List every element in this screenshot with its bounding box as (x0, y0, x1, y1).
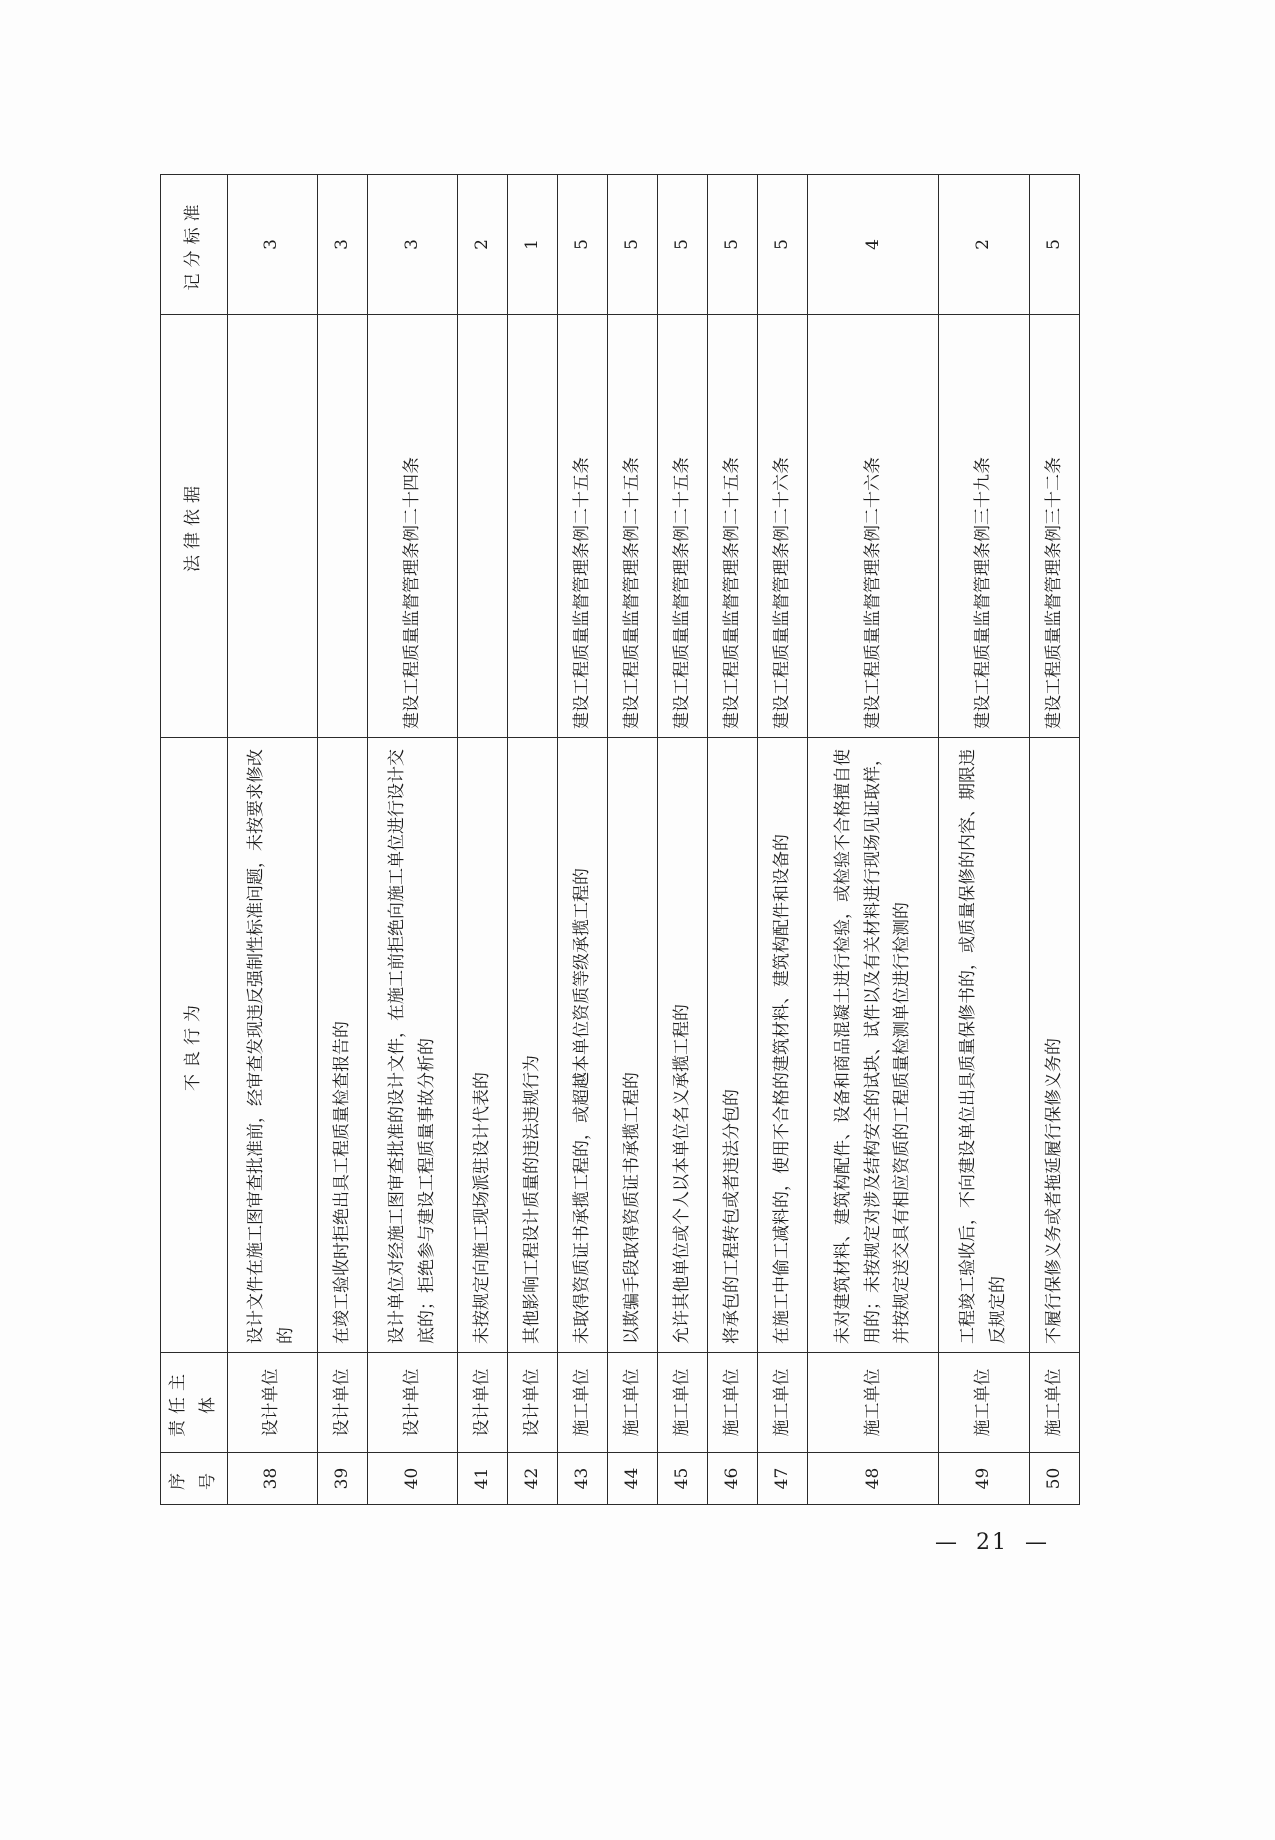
row-behavior: 在施工中偷工减料的，使用不合格的建筑材料、建筑构配件和设备的 (758, 738, 808, 1353)
row-number: 42 (508, 1453, 558, 1505)
row-law: 建设工程质量监督管理条例三十九条 (939, 315, 1029, 738)
violation-score-table (160, 174, 1080, 1505)
row-score: 2 (458, 175, 508, 315)
row-subject: 施工单位 (1029, 1353, 1079, 1453)
row-score: 4 (808, 175, 939, 315)
table-row (939, 175, 1029, 1505)
row-subject: 施工单位 (558, 1353, 608, 1453)
row-score: 5 (558, 175, 608, 315)
row-subject: 设计单位 (227, 1353, 317, 1453)
row-subject: 设计单位 (367, 1353, 457, 1453)
row-law: 建设工程质量监督管理条例二十六条 (808, 315, 939, 738)
table-row (758, 175, 808, 1505)
table-row (708, 175, 758, 1505)
row-number: 45 (658, 1453, 708, 1505)
row-law: 建设工程质量监督管理条例二十六条 (758, 315, 808, 738)
row-behavior: 设计文件在施工图审查批准前，经审查发现违反强制性标准问题，未按要求修改的 (227, 738, 317, 1353)
row-behavior: 不履行保修义务或者拖延履行保修义务的 (1029, 738, 1079, 1353)
page-dash-left: — (935, 1530, 959, 1555)
table-header-row (161, 175, 228, 1505)
row-score: 5 (758, 175, 808, 315)
table-row (808, 175, 939, 1505)
row-subject: 设计单位 (508, 1353, 558, 1453)
header-law: 法律依据 (161, 315, 228, 738)
row-behavior: 未取得资质证书承揽工程的，或超越本单位资质等级承揽工程的 (558, 738, 608, 1353)
row-number: 46 (708, 1453, 758, 1505)
row-score: 5 (708, 175, 758, 315)
row-subject: 施工单位 (808, 1353, 939, 1453)
table-row (227, 175, 317, 1505)
row-number: 39 (317, 1453, 367, 1505)
row-score: 2 (939, 175, 1029, 315)
row-law (227, 315, 317, 738)
row-subject: 施工单位 (939, 1353, 1029, 1453)
row-number: 50 (1029, 1453, 1079, 1505)
row-score: 3 (227, 175, 317, 315)
row-number: 44 (608, 1453, 658, 1505)
header-no: 序号 (161, 1453, 228, 1505)
rotated-table-wrapper (160, 175, 1080, 1505)
table-body (227, 175, 1080, 1505)
row-subject: 施工单位 (608, 1353, 658, 1453)
table-row (367, 175, 457, 1505)
row-subject: 施工单位 (658, 1353, 708, 1453)
table-row (458, 175, 508, 1505)
page-dash-right: — (1025, 1530, 1049, 1555)
row-score: 5 (608, 175, 658, 315)
header-behavior: 不良行为 (161, 738, 228, 1353)
header-score: 记分标准 (161, 175, 228, 315)
row-law (317, 315, 367, 738)
row-number: 38 (227, 1453, 317, 1505)
row-behavior: 以欺骗手段取得资质证书承揽工程的 (608, 738, 658, 1353)
row-number: 48 (808, 1453, 939, 1505)
row-law: 建设工程质量监督管理条例二十五条 (608, 315, 658, 738)
row-law (508, 315, 558, 738)
row-number: 49 (939, 1453, 1029, 1505)
table-row (558, 175, 608, 1505)
row-law: 建设工程质量监督管理条例二十四条 (367, 315, 457, 738)
row-number: 43 (558, 1453, 608, 1505)
table-row (658, 175, 708, 1505)
page-number (935, 1530, 1049, 1555)
row-law (458, 315, 508, 738)
row-number: 47 (758, 1453, 808, 1505)
table-row (508, 175, 558, 1505)
row-behavior: 其他影响工程设计质量的违法违规行为 (508, 738, 558, 1353)
row-subject: 设计单位 (458, 1353, 508, 1453)
page-number-value: 21 (976, 1530, 1008, 1555)
row-number: 41 (458, 1453, 508, 1505)
table-row (1029, 175, 1079, 1505)
row-behavior: 将承包的工程转包或者违法分包的 (708, 738, 758, 1353)
header-subject: 责任主体 (161, 1353, 228, 1453)
row-behavior: 工程竣工验收后，不向建设单位出具质量保修书的，或质量保修的内容、期限违反规定的 (939, 738, 1029, 1353)
row-law: 建设工程质量监督管理条例三十二条 (1029, 315, 1079, 738)
row-score: 5 (658, 175, 708, 315)
row-number: 40 (367, 1453, 457, 1505)
row-behavior: 在竣工验收时拒绝出具工程质量检查报告的 (317, 738, 367, 1353)
row-subject: 施工单位 (708, 1353, 758, 1453)
row-behavior: 设计单位对经施工图审查批准的设计文件，在施工前拒绝向施工单位进行设计交底的；拒绝参与建设工程质量事故分析的 (367, 738, 457, 1353)
row-law: 建设工程质量监督管理条例二十五条 (708, 315, 758, 738)
row-behavior: 未对建筑材料、建筑构配件、设备和商品混凝土进行检验，或检验不合格擅自使用的；未按规定对涉及结构安全的试块、试件以及有关材料进行现场见证取样，并按规定送交具有相应资质的工程质量检测单位进行检测的 (808, 738, 939, 1353)
row-behavior: 未按规定向施工现场派驻设计代表的 (458, 738, 508, 1353)
row-score: 3 (317, 175, 367, 315)
row-score: 3 (367, 175, 457, 315)
table-row (608, 175, 658, 1505)
row-subject: 设计单位 (317, 1353, 367, 1453)
row-law: 建设工程质量监督管理条例二十五条 (558, 315, 608, 738)
row-behavior: 允许其他单位或个人以本单位名义承揽工程的 (658, 738, 708, 1353)
row-score: 5 (1029, 175, 1079, 315)
row-score: 1 (508, 175, 558, 315)
row-law: 建设工程质量监督管理条例二十五条 (658, 315, 708, 738)
table-row (317, 175, 367, 1505)
row-subject: 施工单位 (758, 1353, 808, 1453)
